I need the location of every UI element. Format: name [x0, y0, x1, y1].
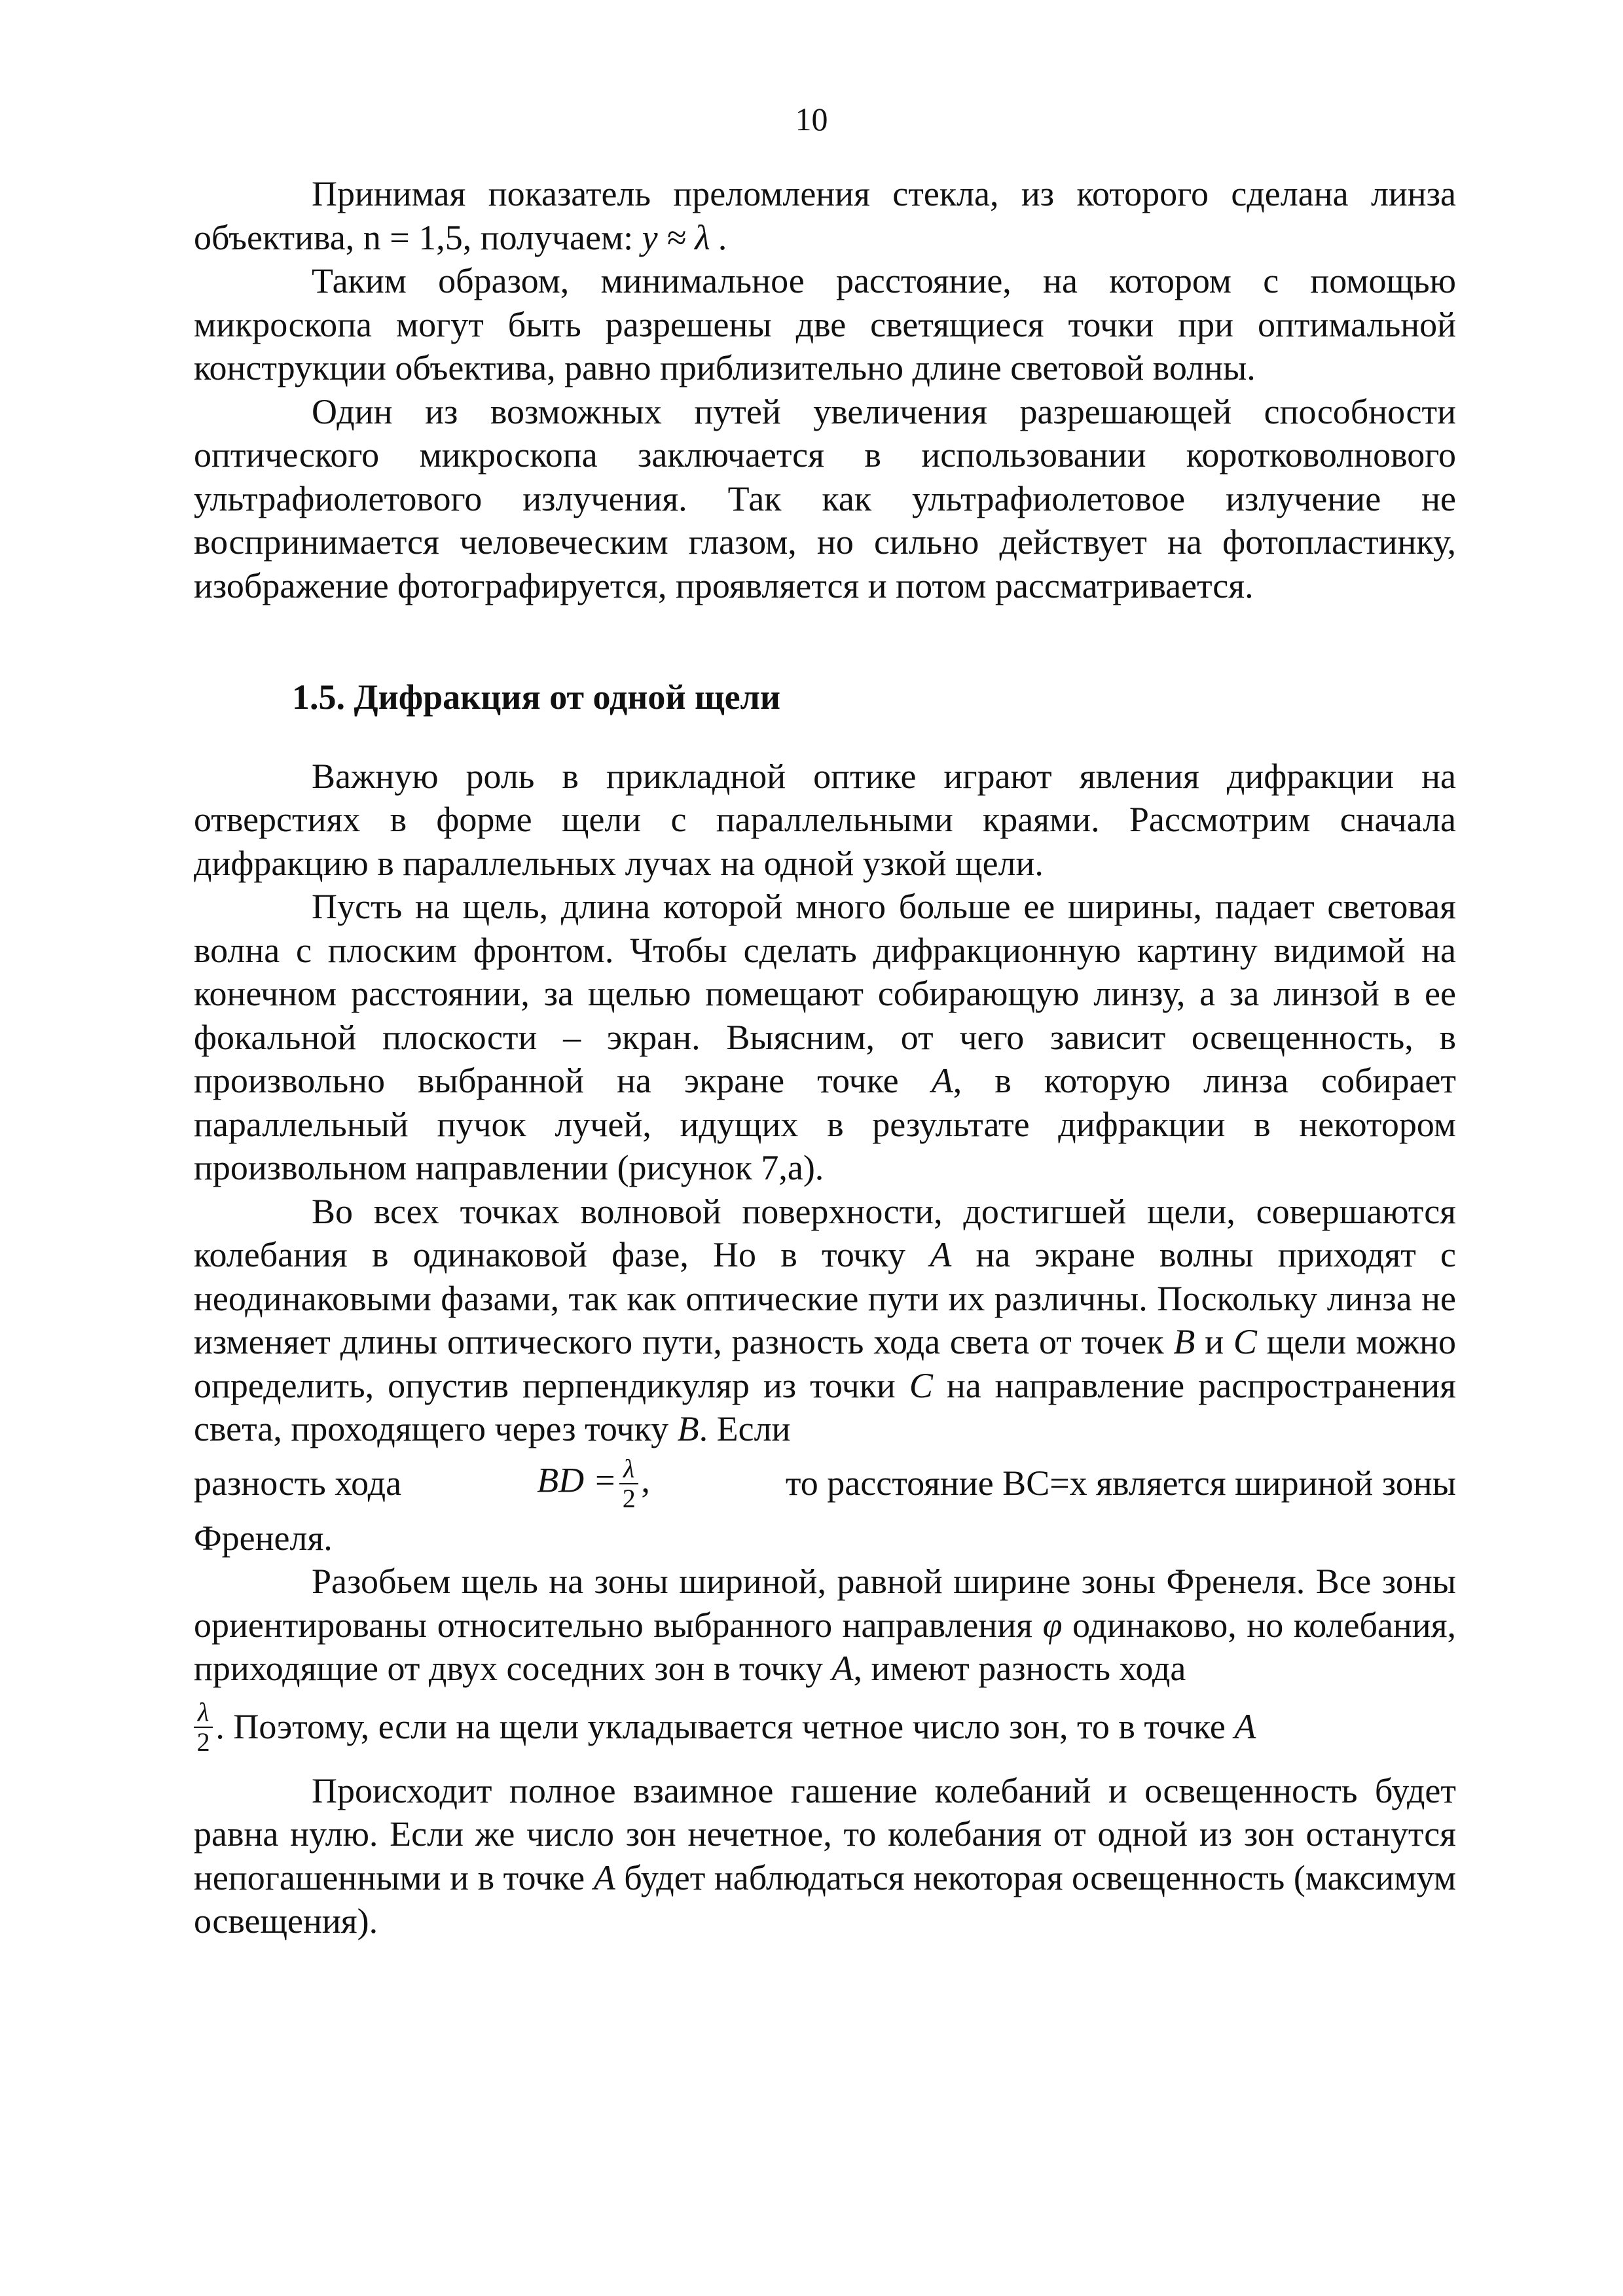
paragraph-text: Пусть на щель, длина которой много больше ее ширины, падает световая волна с плоским фронтом. Чтобы сделать дифракционную картину видимой на конечном расстоянии, за щелью помещают собирающую линзу, а за линзой в ее фокальной плоскости – экран. Выясним, от чего зависит освещенность, в произвольно выбранной на экране точке [194, 887, 1456, 1100]
paragraph-cancellation [194, 1769, 1456, 1943]
formula-comma: , [641, 1460, 650, 1499]
fraction-numerator: λ [619, 1454, 638, 1484]
section-heading: 1.5. Дифракция от одной щели [292, 677, 780, 717]
paragraph-text: на направление распространения света, проходящего через точку [194, 1365, 1457, 1448]
paragraph-text: Происходит полное взаимное гашение колебаний и освещенность будет равна нулю. Если же число зон нечетное, то колебания от одной из зон останутся непогашенными и в точке [194, 1770, 1456, 1897]
page-body [194, 172, 1456, 1943]
point-a-label: A [1234, 1707, 1256, 1747]
paragraph-zones [194, 1560, 1456, 1691]
point-a-label: A [593, 1857, 615, 1897]
paragraph-phases [194, 1190, 1456, 1451]
formula-bd [537, 1454, 650, 1513]
fraction-denominator: 2 [196, 1727, 210, 1757]
fraction-lambda-over-two [194, 1698, 213, 1757]
formula-tail-text: то расстояние BC=x является шириной зоны [785, 1463, 1456, 1503]
paragraph-fresnel-word: Френеля. [194, 1518, 333, 1558]
fraction-lambda-over-two [619, 1454, 638, 1513]
point-b-label: B [1173, 1322, 1195, 1361]
paragraph-text: , в которую линза собирает параллельный пучок лучей, идущих в результате дифракции в некотором произвольном направлении (рисунок 7,а). [194, 1061, 1456, 1187]
paragraph-refraction [194, 172, 1456, 259]
paragraph-text: будет наблюдаться некоторая освещенность (максимум освещения). [194, 1857, 1457, 1941]
formula-bd-lhs: BD = [537, 1460, 617, 1499]
paragraph-min-distance: Таким образом, минимальное расстояние, на котором с помощью микроскопа могут быть разрешены две светящиеся точки при оптимальной конструкции объектива, равно приблизительно длине световой волны. [194, 261, 1456, 387]
point-c-label: C [909, 1365, 933, 1405]
point-a-label: A [931, 1061, 953, 1100]
paragraph-text: на экране волны приходят с неодинаковыми фазами, так как оптические пути их различны. Поскольку линза не изменяет длины оптического пути, разность хода света от точек [194, 1235, 1456, 1361]
paragraph-text: Во всех точках волновой поверхности, достигшей щели, совершаются колебания в одинаковой фазе, Но в точку [194, 1191, 1456, 1274]
paragraph-text: Разобьем щель на зоны шириной, равной ширине зоны Френеля. Все зоны ориентированы относительно выбранного направления [194, 1562, 1456, 1645]
point-c-label: C [1233, 1322, 1257, 1361]
point-b-label: B [677, 1409, 699, 1448]
paragraph-text: одинаково, но колебания, приходящие от двух соседних зон в точку [194, 1605, 1457, 1688]
paragraph-text: и [1205, 1322, 1224, 1361]
phi-symbol: φ [1042, 1605, 1063, 1645]
point-a-label: A [831, 1649, 854, 1688]
page-number: 10 [795, 101, 828, 137]
paragraph-text: . Если [699, 1409, 791, 1448]
formula-line-bd [194, 1451, 1456, 1516]
formula-tail-text: . Поэтому, если на щели укладывается четное число зон, то в точке [215, 1707, 1226, 1747]
paragraph-text: щели можно определить, опустив перпендикуляр из точки [194, 1322, 1457, 1405]
formula-y-approx-lambda: y ≈ λ . [642, 217, 728, 257]
formula-lead-text: разность хода [194, 1463, 402, 1503]
paragraph-text: , имеют разность хода [853, 1649, 1186, 1688]
paragraph-plane-wave [194, 885, 1456, 1190]
formula-line-lambda-half [194, 1695, 1456, 1760]
point-a-label: A [930, 1235, 952, 1274]
fraction-numerator: λ [194, 1698, 213, 1728]
paragraph-slit-intro: Важную роль в прикладной оптике играют явления дифракции на отверстиях в форме щели с параллельными краями. Рассмотрим сначала дифракцию в параллельных лучах на одной узкой щели. [194, 756, 1456, 883]
paragraph-text: Принимая показатель преломления стекла, из которого сделана линза объектива, n = 1,5, получаем: [194, 174, 1456, 257]
fraction-denominator: 2 [622, 1483, 636, 1513]
paragraph-ultraviolet: Один из возможных путей увеличения разрешающей способности оптического микроскопа заключается в использовании коротковолнового ультрафиолетового излучения. Так как ультрафиолетовое излучение не воспринимается человеческим глазом, но сильно действует на фотопластинку, изображение фотографируется, проявляется и потом рассматривается. [194, 391, 1456, 605]
